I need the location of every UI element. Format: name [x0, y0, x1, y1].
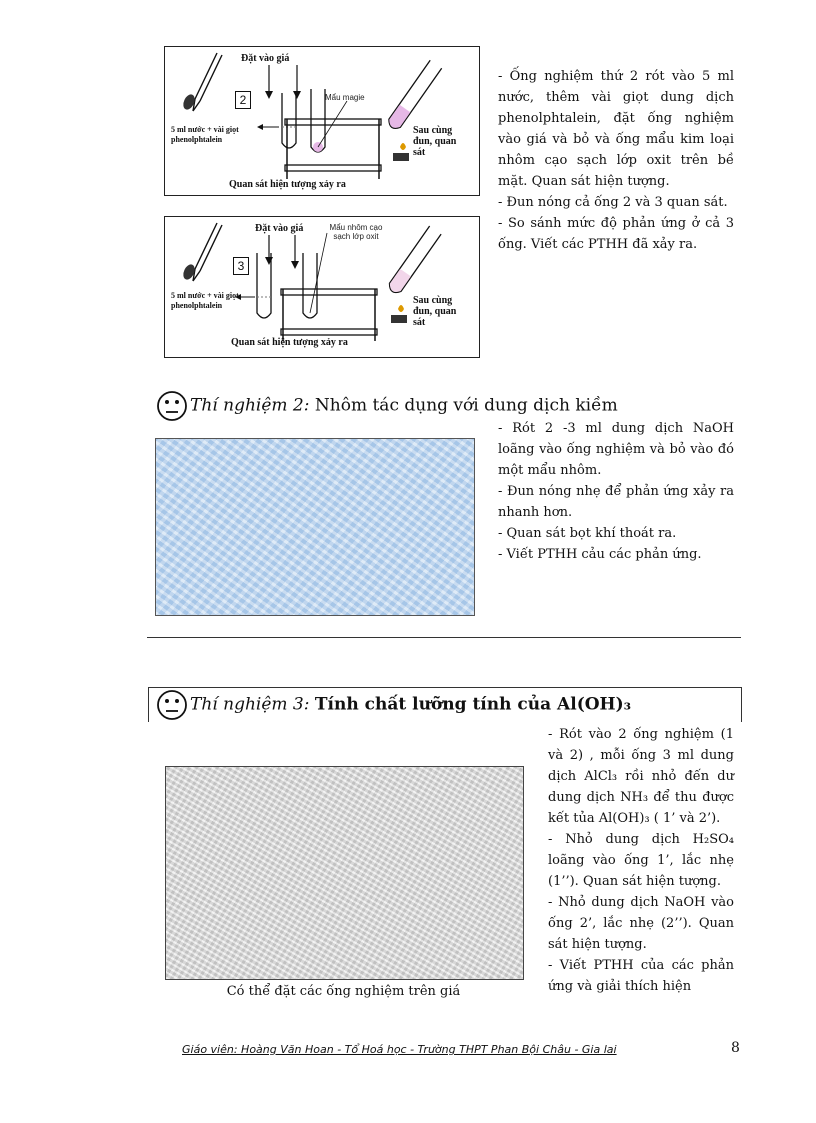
experiment2-step: - Quan sát bọt khí thoát ra. [498, 526, 677, 541]
diagram-magnesium-place-label: Đặt vào giá [241, 53, 290, 64]
diagram-magnesium-piece-label: Mẩu magie [325, 93, 365, 102]
experiment3-title: Tính chất lưỡng tính của Al(OH)₃ [314, 694, 632, 715]
diagram-experiment-magnesium [164, 46, 480, 196]
experiment2-instructions [498, 418, 734, 565]
footer-text: Giáo viên: Hoàng Văn Hoan - Tổ Hoá học - Trường THPT Phan Bội Châu - Gia lai [182, 1043, 617, 1056]
experiment3-step: - Rót vào 2 ống nghiệm (1 và 2) , mỗi ống 3 ml dung dịch AlCl₃ rồi nhỏ đến dư dung dịch NH₃ để thu được kết tủa Al(OH)₃ ( 1’ và 2’). [548, 727, 734, 826]
neutral-face-icon [156, 689, 188, 721]
experiment2-step: - Rót 2 -3 ml dung dịch NaOH loãng vào ống nghiệm và bỏ vào đó một mẩu nhôm. [498, 421, 734, 478]
diagram-aluminum-observe-label: Quan sát hiện tượng xảy ra [231, 337, 348, 348]
experiment2-title: Nhôm tác dụng với dung dịch kiềm [314, 395, 618, 416]
experiment3-step: - Viết PTHH của các phản ứng và giải thích hiện [548, 958, 734, 994]
experiment2-image [155, 438, 475, 616]
diagram-experiment-aluminum [164, 216, 480, 358]
experiment2-step: - Đun nóng nhẹ để phản ứng xảy ra nhanh hơn. [498, 484, 734, 520]
experiment1-step: - Ống nghiệm thứ 2 rót vào 5 ml nước, thêm vài giọt dung dịch phenolphtalein, đặt ống nghiệm vào giá và bỏ và ống mẩu kim loại nhôm cạo sạch lớp oxit trên bề mặt. Quan sát hiện tượng. [498, 69, 734, 189]
diagram-magnesium-heat-label: Sau cùng đun, quan sát [413, 125, 457, 158]
diagram-aluminum-place-label: Đặt vào giá [255, 223, 304, 234]
experiment3-image [165, 766, 524, 980]
experiment1-instructions [498, 66, 734, 255]
experiment3-step: - Nhỏ dung dịch NaOH vào ống 2’, lắc nhẹ (2’’). Quan sát hiện tượng. [548, 895, 734, 952]
experiment1-step: - So sánh mức độ phản ứng ở cả 3 ống. Viết các PTHH đã xảy ra. [498, 216, 734, 252]
experiment3-title-label: Thí nghiệm 3: [190, 694, 310, 715]
section-divider [147, 637, 741, 638]
neutral-face-icon [156, 390, 188, 422]
experiment3-heading [156, 689, 631, 721]
experiment2-title-label: Thí nghiệm 2: [190, 395, 310, 416]
diagram-magnesium-drawing [165, 47, 479, 195]
diagram-aluminum-drawing [165, 217, 479, 357]
diagram-magnesium-water-label: 5 ml nước + vài giọt phenolphtalein [171, 125, 239, 144]
experiment2-step: - Viết PTHH cảu các phản ứng. [498, 547, 702, 562]
diagram-aluminum-water-label: 5 ml nước + vài giọt phenolphtalein [171, 291, 239, 310]
diagram-aluminum-number: 3 [233, 257, 249, 275]
experiment1-step: - Đun nóng cả ống 2 và 3 quan sát. [498, 195, 728, 210]
diagram-magnesium-number: 2 [235, 91, 251, 109]
experiment3-caption: Có thể đặt các ống nghiệm trên giá [226, 984, 461, 999]
experiment3-instructions [548, 724, 734, 997]
page-number: 8 [731, 1040, 740, 1056]
diagram-aluminum-piece-label: Mẩu nhôm cạo sạch lớp oxit [329, 223, 383, 241]
diagram-magnesium-observe-label: Quan sát hiện tượng xảy ra [229, 179, 346, 190]
experiment3-step: - Nhỏ dung dịch H₂SO₄ loãng vào ống 1’, lắc nhẹ (1’’). Quan sát hiện tượng. [548, 832, 734, 889]
diagram-aluminum-heat-label: Sau cùng đun, quan sát [413, 295, 457, 328]
